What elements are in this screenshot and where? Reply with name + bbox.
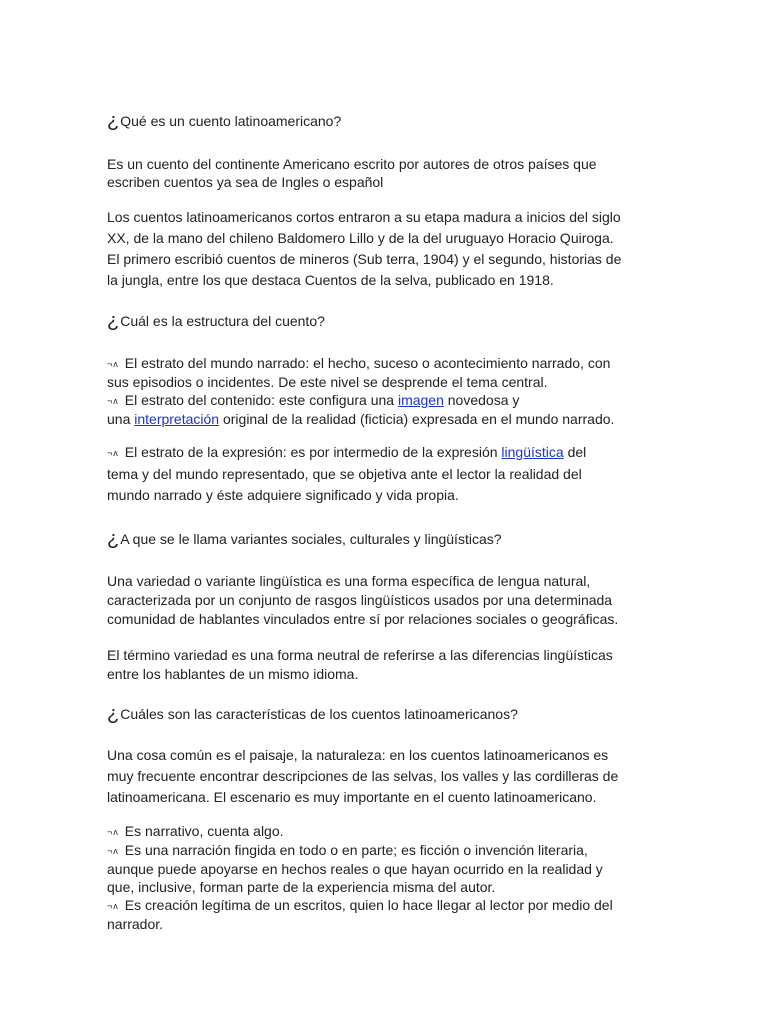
text-fragment: El estrato del contenido: este configura una: [124, 392, 398, 408]
text-line: Es un cuento del continente Americano escrito por autores de otros países que: [107, 156, 597, 172]
text-fragment: una: [107, 411, 135, 427]
text-line: aunque puede apoyarse en hechos reales o que hayan ocurrido en la realidad y: [107, 861, 603, 877]
paragraph-3: [107, 572, 667, 629]
text-line: mundo narrado y éste adquiere significado y vida propia.: [107, 487, 459, 503]
bullet-icon: ¬ʌ: [107, 901, 119, 911]
question-text: Cuáles son las características de los cuentos latinoamericanos?: [120, 706, 518, 722]
text-line: Es creación legítima de un escritos, quien lo hace llegar al lector por medio del: [124, 897, 613, 913]
text-line: latinoamericana. El escenario es muy importante en el cuento latinoamericano.: [107, 789, 597, 805]
question-heading-2: [107, 312, 667, 330]
question-mark: ¿: [107, 110, 120, 132]
paragraph-1: [107, 155, 667, 191]
link-linguistica[interactable]: lingüística: [501, 444, 564, 460]
text-fragment: del: [563, 444, 587, 460]
text-line: escriben cuentos ya sea de Ingles o español: [107, 174, 384, 190]
paragraph-2: [107, 207, 667, 291]
text-line: Es una narración fingida en todo o en parte; es ficción o invención literaria,: [124, 842, 588, 858]
bullet-expression: [107, 442, 667, 506]
text-line: Los cuentos latinoamericanos cortos entraron a su etapa madura a inicios del siglo: [107, 209, 621, 225]
text-line: El término variedad es una forma neutral de referirse a las diferencias lingüísticas: [107, 647, 613, 663]
question-mark: ¿: [107, 528, 120, 550]
question-text: A que se le llama variantes sociales, culturales y lingüísticas?: [120, 531, 502, 547]
question-mark: ¿: [107, 703, 120, 725]
question-mark: ¿: [107, 310, 120, 332]
text-line: El estrato del mundo narrado: el hecho, suceso o acontecimiento narrado, con: [124, 355, 611, 371]
question-text: Cuál es la estructura del cuento?: [120, 313, 325, 329]
text-fragment: original de la realidad (ficticia) expresada en el mundo narrado.: [219, 411, 615, 427]
text-line: muy frecuente encontrar descripciones de las selvas, los valles y las cordilleras de: [107, 768, 619, 784]
bullet-list-structure: [107, 354, 667, 428]
text-line: sus episodios o incidentes. De este nivel se desprende el tema central.: [107, 374, 548, 390]
text-line: tema y del mundo representado, que se objetiva ante el lector la realidad del: [107, 466, 582, 482]
bullet-icon: ¬ʌ: [107, 448, 119, 458]
text-line: El primero escribió cuentos de mineros (Sub terra, 1904) y el segundo, historias de: [107, 251, 622, 267]
text-line: XX, de la mano del chileno Baldomero Lillo y de la del uruguayo Horacio Quiroga.: [107, 230, 614, 246]
paragraph-4: [107, 646, 667, 684]
text-line: caracterizada por un conjunto de rasgos lingüísticos usados por una determinada: [107, 592, 613, 608]
link-interpretacion[interactable]: interpretación: [134, 411, 220, 427]
link-imagen[interactable]: imagen: [397, 392, 444, 408]
text-line: la jungla, entre los que destaca Cuentos de la selva, publicado en 1918.: [107, 272, 554, 288]
question-heading-1: [107, 112, 667, 130]
bullet-icon: ¬ʌ: [107, 396, 119, 406]
bullet-icon: ¬ʌ: [107, 827, 119, 837]
text-line: narrador.: [107, 916, 164, 932]
bullet-icon: ¬ʌ: [107, 846, 119, 856]
text-fragment: novedosa y: [443, 392, 520, 408]
text-line: comunidad de hablantes vinculados entre sí por relaciones sociales o geográficas.: [107, 611, 619, 627]
text-line: Es narrativo, cuenta algo.: [124, 823, 284, 839]
bullet-list-characteristics: [107, 822, 667, 933]
text-line: entre los hablantes de un mismo idioma.: [107, 666, 359, 682]
text-line: Una cosa común es el paisaje, la naturaleza: en los cuentos latinoamericanos es: [107, 747, 609, 763]
bullet-icon: ¬ʌ: [107, 359, 119, 369]
question-heading-3: [107, 530, 667, 548]
text-line: Una variedad o variante lingüística es una forma específica de lengua natural,: [107, 573, 591, 589]
paragraph-5: [107, 745, 667, 808]
question-heading-4: [107, 705, 667, 723]
text-line: que, inclusive, forman parte de la experiencia misma del autor.: [107, 879, 496, 895]
question-text: Qué es un cuento latinoamericano?: [120, 113, 342, 129]
text-fragment: El estrato de la expresión: es por intermedio de la expresión: [124, 444, 502, 460]
